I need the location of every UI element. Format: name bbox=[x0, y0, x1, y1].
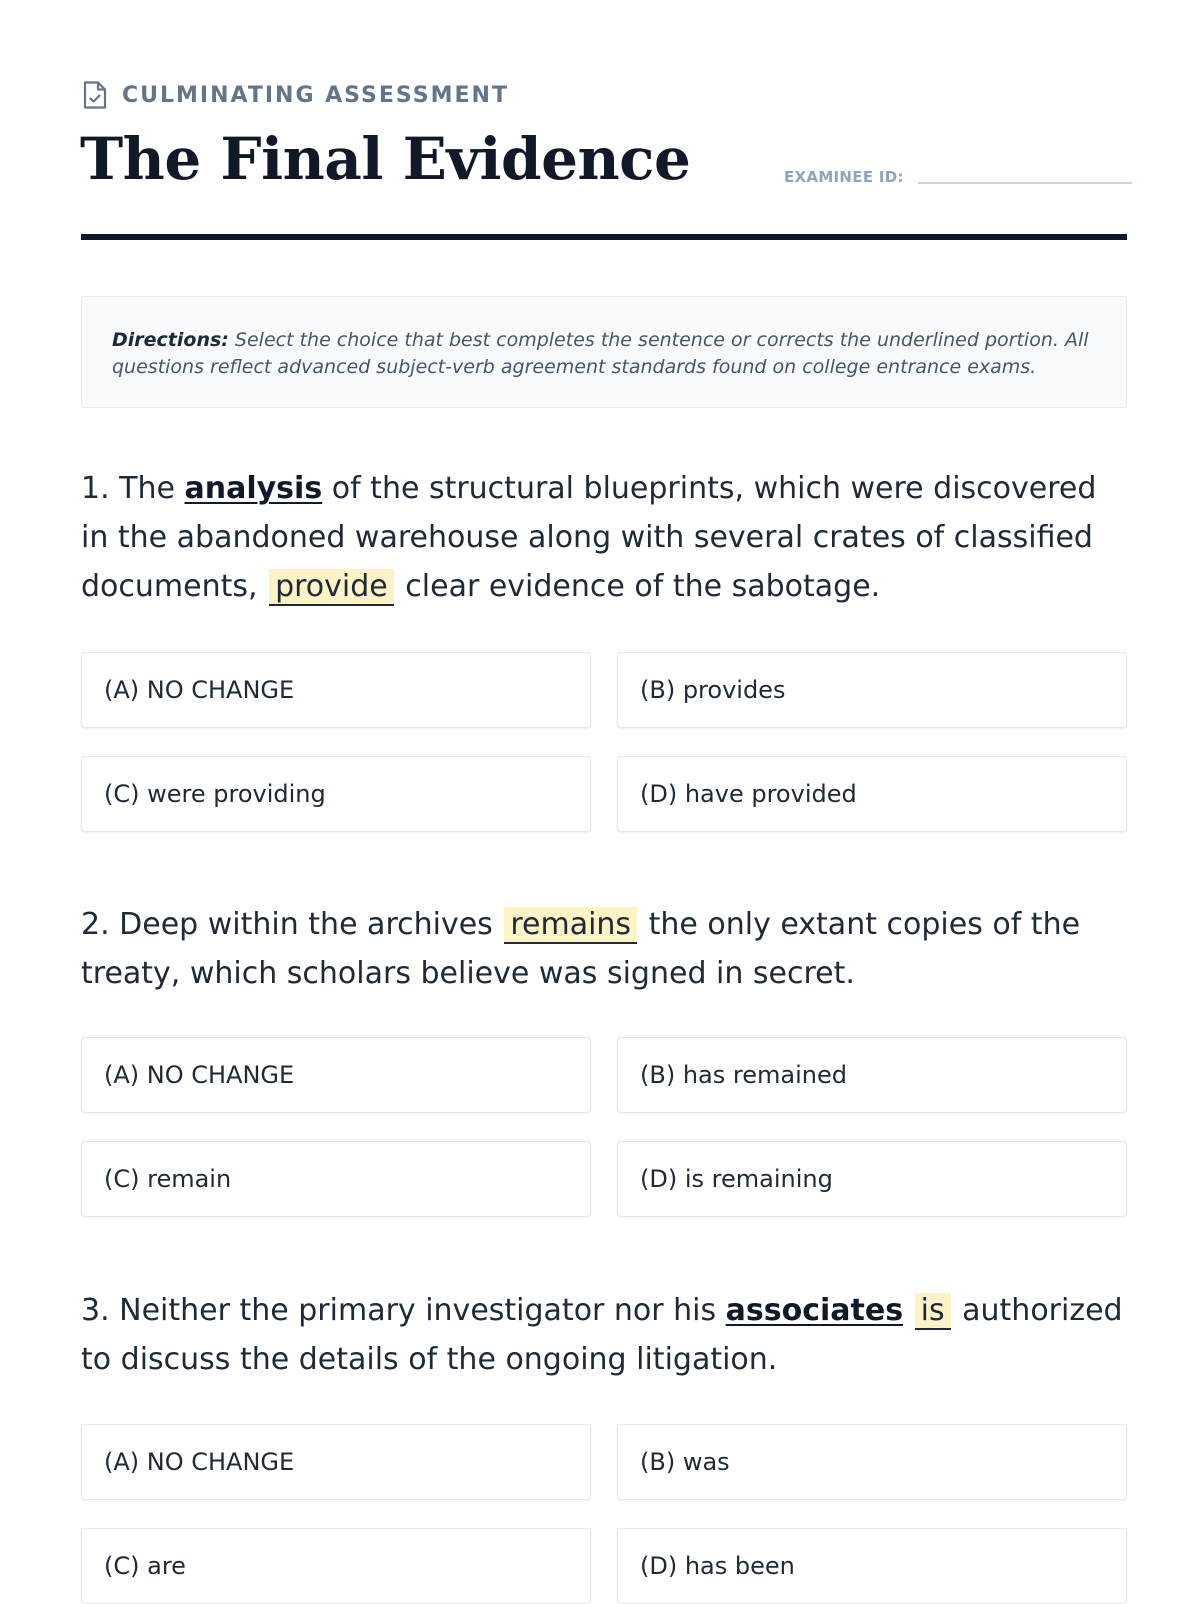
underlined-subject: analysis bbox=[184, 471, 323, 506]
examinee-id-group bbox=[784, 168, 1132, 186]
assessment-eyebrow bbox=[82, 80, 509, 110]
q1-option-b[interactable]: (B) provides bbox=[617, 652, 1127, 728]
question-1 bbox=[81, 464, 1127, 611]
directions-label: Directions: bbox=[112, 329, 229, 351]
question-text: clear evidence of the sabotage. bbox=[395, 569, 881, 604]
question-text: authorized to discuss the details of the ongoing litigation. bbox=[81, 1293, 1123, 1377]
q3-option-c[interactable]: (C) are bbox=[81, 1528, 591, 1604]
q1-option-a[interactable]: (A) NO CHANGE bbox=[81, 652, 591, 728]
examinee-id-field[interactable] bbox=[918, 182, 1132, 184]
assessment-type-label: CULMINATING ASSESSMENT bbox=[122, 82, 509, 108]
directions-body: Select the choice that best completes the sentence or corrects the underlined portion. All questions reflect advanced subject-verb agreement standards found on college entrance exams. bbox=[112, 329, 1089, 378]
question-number: 2. bbox=[81, 907, 110, 942]
question-3 bbox=[81, 1286, 1127, 1384]
q1-option-d[interactable]: (D) have provided bbox=[617, 756, 1127, 832]
underlined-subject: associates bbox=[725, 1293, 904, 1328]
document-check-icon bbox=[82, 80, 108, 110]
q3-option-a[interactable]: (A) NO CHANGE bbox=[81, 1424, 591, 1500]
directions-box bbox=[81, 296, 1127, 408]
question-text: Deep within the archives bbox=[109, 907, 503, 942]
q2-option-c[interactable]: (C) remain bbox=[81, 1141, 591, 1217]
question-text: Neither the primary investigator nor his bbox=[109, 1293, 726, 1328]
highlighted-verb: is bbox=[915, 1293, 951, 1330]
q2-option-b[interactable]: (B) has remained bbox=[617, 1037, 1127, 1113]
q3-option-b[interactable]: (B) was bbox=[617, 1424, 1127, 1500]
question-2 bbox=[81, 900, 1127, 998]
q2-option-a[interactable]: (A) NO CHANGE bbox=[81, 1037, 591, 1113]
q2-option-d[interactable]: (D) is remaining bbox=[617, 1141, 1127, 1217]
question-text: The bbox=[109, 471, 185, 506]
header-divider bbox=[81, 234, 1127, 240]
highlighted-verb: remains bbox=[504, 907, 637, 944]
examinee-id-label: EXAMINEE ID: bbox=[784, 168, 904, 186]
highlighted-verb: provide bbox=[269, 569, 394, 606]
question-number: 1. bbox=[81, 471, 110, 506]
question-text: of the structural blueprints, which were discovered in the abandoned warehouse along with several crates of classified documents, bbox=[81, 471, 1097, 604]
directions-text bbox=[112, 327, 1096, 381]
question-text: the only extant copies of the treaty, which scholars believe was signed in secret. bbox=[81, 907, 1081, 991]
q3-option-d[interactable]: (D) has been bbox=[617, 1528, 1127, 1604]
question-number: 3. bbox=[81, 1293, 110, 1328]
q1-option-c[interactable]: (C) were providing bbox=[81, 756, 591, 832]
page-title: The Final Evidence bbox=[80, 125, 691, 193]
